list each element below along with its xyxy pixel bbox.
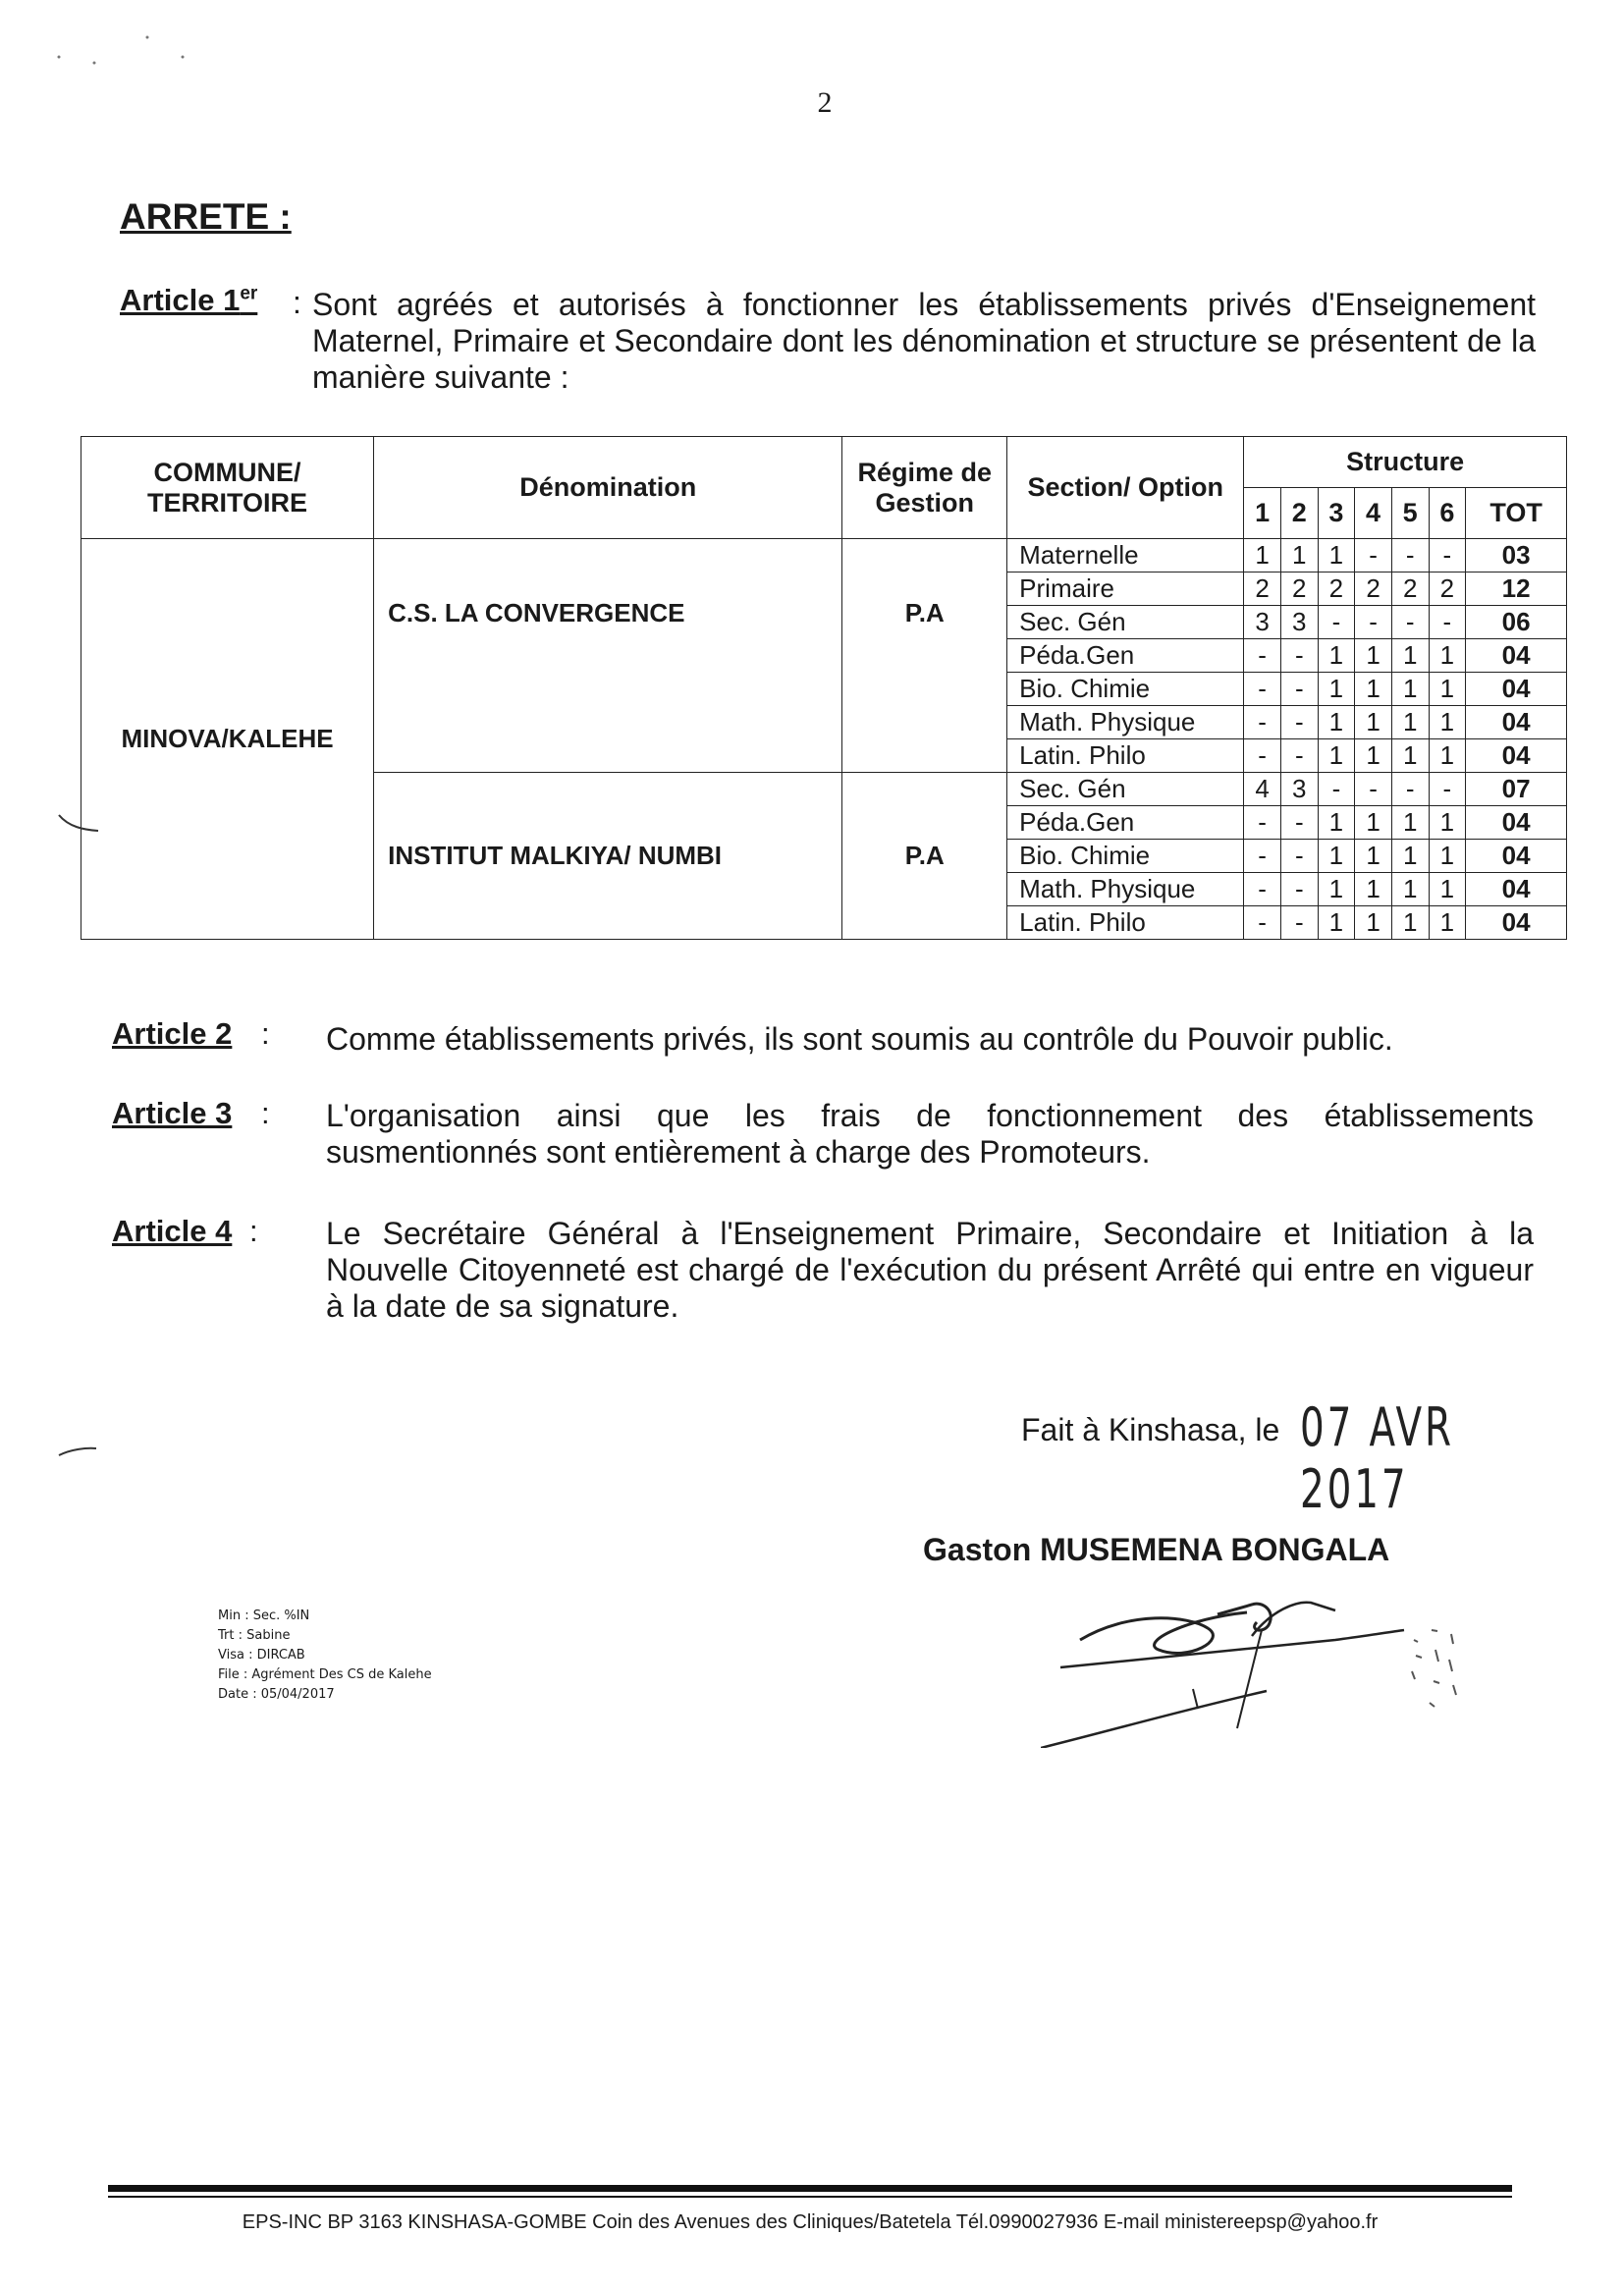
level-cell: 3 (1244, 606, 1281, 639)
option-cell: Bio. Chimie (1007, 673, 1244, 706)
article-3-text: L'organisation ainsi que les frais de fonctionnement des établissements susmentionnés sont entièrement à charge des Promoteurs. (326, 1098, 1534, 1170)
level-cell: - (1280, 806, 1318, 840)
header-section: Section/ Option (1007, 437, 1244, 539)
header-level-5: 5 (1391, 488, 1429, 539)
article-1-text: Sont agréés et autorisés à fonctionner les établissements privés d'Enseignement Maternel, Primaire et Secondaire dont les dénomination et structure se présentent de la manière suivante : (312, 287, 1536, 395)
level-cell: - (1391, 606, 1429, 639)
article-4-text: Le Secrétaire Général à l'Enseignement Primaire, Secondaire et Initiation à la Nouvelle Citoyenneté est chargé de l'exécution du présent Arrêté qui entre en vigueur à la date de sa signature. (326, 1216, 1534, 1324)
level-cell: 1 (1355, 873, 1392, 906)
level-cell: 1 (1429, 639, 1466, 673)
level-cell: 1 (1391, 639, 1429, 673)
option-cell: Sec. Gén (1007, 606, 1244, 639)
level-cell: 1 (1355, 840, 1392, 873)
level-cell: 1 (1429, 840, 1466, 873)
level-cell: - (1318, 606, 1355, 639)
header-commune: COMMUNE/ TERRITOIRE (81, 437, 374, 539)
level-cell: - (1280, 673, 1318, 706)
regime-cell: P.A (842, 539, 1007, 773)
level-cell: - (1429, 539, 1466, 572)
level-cell: 1 (1280, 539, 1318, 572)
total-cell: 04 (1466, 840, 1567, 873)
level-cell: 1 (1318, 906, 1355, 940)
level-cell: 1 (1318, 873, 1355, 906)
footer-address: EPS-INC BP 3163 KINSHASA-GOMBE Coin des Avenues des Cliniques/Batetela Tél.0990027936 E-mail ministereepsp@yahoo.fr (242, 2211, 1379, 2233)
level-cell: 1 (1318, 706, 1355, 739)
level-cell: 1 (1244, 539, 1281, 572)
level-cell: - (1280, 906, 1318, 940)
level-cell: - (1391, 539, 1429, 572)
level-cell: - (1391, 773, 1429, 806)
level-cell: - (1280, 840, 1318, 873)
total-cell: 04 (1466, 739, 1567, 773)
level-cell: - (1355, 539, 1392, 572)
level-cell: 1 (1429, 806, 1466, 840)
page-number: 2 (817, 86, 833, 119)
level-cell: - (1244, 840, 1281, 873)
ref-line-visa: Visa : DIRCAB (218, 1648, 305, 1663)
level-cell: 1 (1429, 739, 1466, 773)
header-level-2: 2 (1280, 488, 1318, 539)
ref-line-date: Date : 05/04/2017 (218, 1687, 335, 1702)
article-2-text: Comme établissements privés, ils sont soumis au contrôle du Pouvoir public. (326, 1021, 1393, 1057)
fait-a-kinshasa: Fait à Kinshasa, le (1021, 1412, 1280, 1447)
level-cell: 1 (1355, 806, 1392, 840)
option-cell: Latin. Philo (1007, 906, 1244, 940)
level-cell: 1 (1391, 906, 1429, 940)
level-cell: - (1355, 606, 1392, 639)
level-cell: 1 (1355, 673, 1392, 706)
school-name-cell: C.S. LA CONVERGENCE (374, 539, 842, 773)
level-cell: 1 (1318, 539, 1355, 572)
option-cell: Primaire (1007, 572, 1244, 606)
level-cell: 1 (1429, 673, 1466, 706)
total-cell: 04 (1466, 639, 1567, 673)
level-cell: 1 (1391, 673, 1429, 706)
article-2-colon: : (261, 1016, 270, 1051)
level-cell: 1 (1355, 639, 1392, 673)
level-cell: 2 (1429, 572, 1466, 606)
total-cell: 04 (1466, 673, 1567, 706)
level-cell: 2 (1280, 572, 1318, 606)
level-cell: 1 (1391, 806, 1429, 840)
level-cell: 2 (1244, 572, 1281, 606)
level-cell: 1 (1391, 873, 1429, 906)
total-cell: 04 (1466, 906, 1567, 940)
level-cell: 1 (1391, 739, 1429, 773)
arrete-heading: ARRETE : (120, 196, 292, 237)
option-cell: Péda.Gen (1007, 639, 1244, 673)
header-structure: Structure (1244, 437, 1567, 488)
ref-line-min: Min : Sec. %IN (218, 1608, 310, 1623)
level-cell: - (1244, 639, 1281, 673)
level-cell: 1 (1391, 840, 1429, 873)
level-cell: 2 (1355, 572, 1392, 606)
article-4-colon: : (249, 1214, 258, 1248)
article-3-label: Article 3 (112, 1096, 233, 1130)
option-cell: Latin. Philo (1007, 739, 1244, 773)
ref-line-trt: Trt : Sabine (218, 1628, 291, 1643)
level-cell: - (1244, 673, 1281, 706)
level-cell: 1 (1355, 739, 1392, 773)
level-cell: - (1429, 606, 1466, 639)
level-cell: 1 (1429, 906, 1466, 940)
level-cell: - (1280, 739, 1318, 773)
article-1-colon: : (293, 285, 301, 320)
option-cell: Math. Physique (1007, 706, 1244, 739)
level-cell: 1 (1429, 706, 1466, 739)
article-4-label: Article 4 (112, 1214, 233, 1248)
total-cell: 04 (1466, 806, 1567, 840)
total-cell: 03 (1466, 539, 1567, 572)
level-cell: - (1355, 773, 1392, 806)
header-level-1: 1 (1244, 488, 1281, 539)
level-cell: 1 (1429, 873, 1466, 906)
ref-line-file: File : Agrément Des CS de Kalehe (218, 1667, 432, 1682)
article-1-label-text: Article 1 (120, 283, 241, 317)
level-cell: - (1280, 706, 1318, 739)
article-1-label-sup: er (240, 283, 258, 304)
level-cell: - (1244, 706, 1281, 739)
level-cell: 1 (1355, 906, 1392, 940)
level-cell: - (1280, 639, 1318, 673)
total-cell: 04 (1466, 706, 1567, 739)
article-3-colon: : (261, 1096, 270, 1130)
level-cell: 1 (1318, 739, 1355, 773)
level-cell: - (1429, 773, 1466, 806)
level-cell: - (1244, 906, 1281, 940)
header-level-3: 3 (1318, 488, 1355, 539)
level-cell: - (1318, 773, 1355, 806)
total-cell: 06 (1466, 606, 1567, 639)
level-cell: - (1244, 806, 1281, 840)
regime-cell: P.A (842, 773, 1007, 940)
level-cell: 3 (1280, 606, 1318, 639)
level-cell: 4 (1244, 773, 1281, 806)
option-cell: Sec. Gén (1007, 773, 1244, 806)
level-cell: 1 (1391, 706, 1429, 739)
level-cell: - (1244, 873, 1281, 906)
option-cell: Bio. Chimie (1007, 840, 1244, 873)
total-cell: 12 (1466, 572, 1567, 606)
header-denomination: Dénomination (374, 437, 842, 539)
date-stamp: 07 AVR 2017 (1300, 1396, 1454, 1520)
total-cell: 07 (1466, 773, 1567, 806)
header-level-4: 4 (1355, 488, 1392, 539)
level-cell: - (1280, 873, 1318, 906)
level-cell: 1 (1318, 840, 1355, 873)
total-cell: 04 (1466, 873, 1567, 906)
level-cell: - (1244, 739, 1281, 773)
signer-name: Gaston MUSEMENA BONGALA (923, 1532, 1390, 1567)
level-cell: 1 (1318, 673, 1355, 706)
school-name-cell: INSTITUT MALKIYA/ NUMBI (374, 773, 842, 940)
level-cell: 3 (1280, 773, 1318, 806)
level-cell: 2 (1391, 572, 1429, 606)
header-level-6: 6 (1429, 488, 1466, 539)
header-regime: Régime de Gestion (842, 437, 1007, 539)
article-2-label: Article 2 (112, 1016, 233, 1051)
level-cell: 1 (1355, 706, 1392, 739)
option-cell: Maternelle (1007, 539, 1244, 572)
level-cell: 1 (1318, 639, 1355, 673)
level-cell: 1 (1318, 806, 1355, 840)
header-tot: TOT (1466, 488, 1567, 539)
level-cell: 2 (1318, 572, 1355, 606)
option-cell: Péda.Gen (1007, 806, 1244, 840)
commune-cell: MINOVA/KALEHE (81, 539, 374, 940)
option-cell: Math. Physique (1007, 873, 1244, 906)
